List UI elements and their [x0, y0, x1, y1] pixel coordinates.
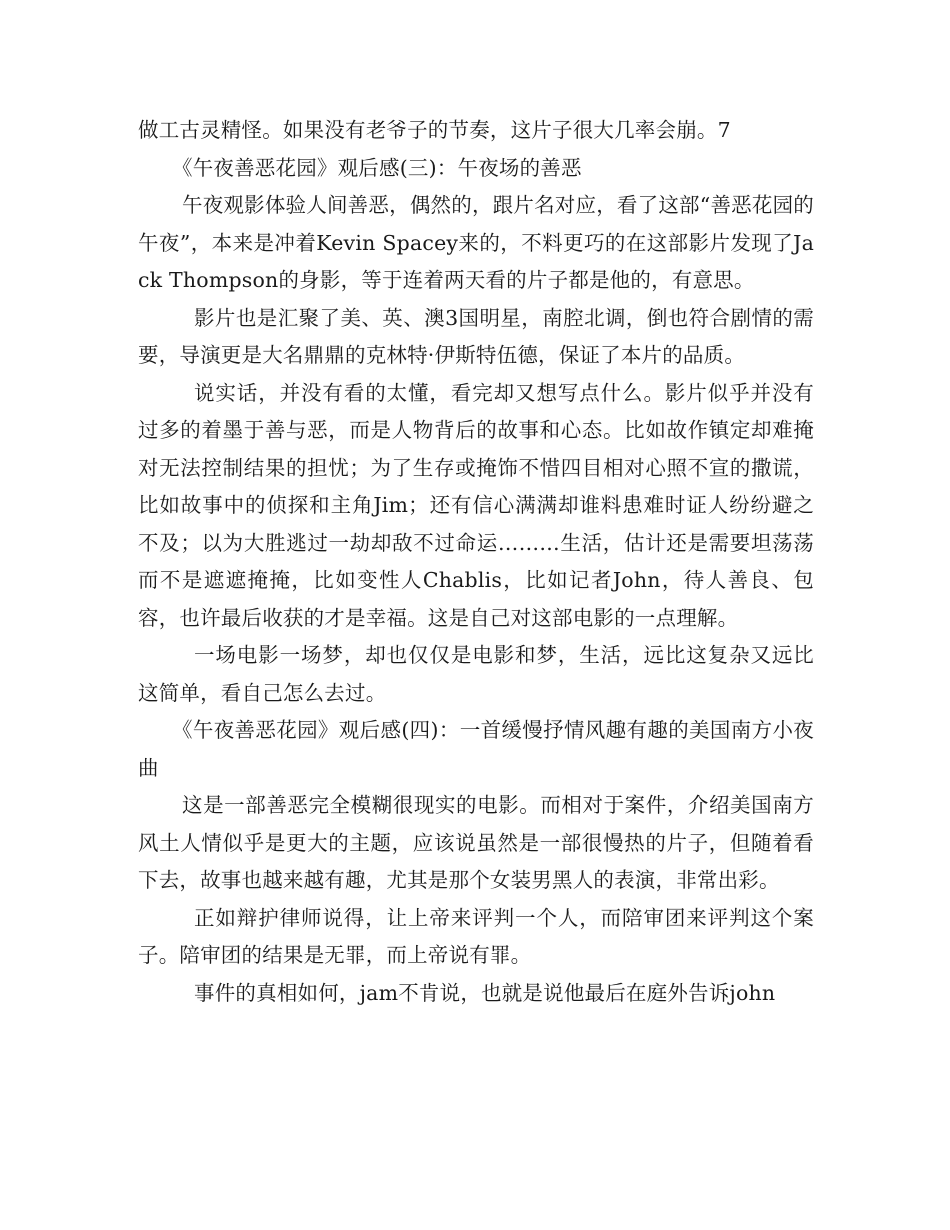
document-page — [138, 112, 814, 1012]
section-heading-three: 《午夜善恶花园》观后感(三)：午夜场的善恶 — [172, 155, 582, 180]
paragraph: 正如辩护律师说得，让上帝来评判一个人，而陪审团来评判这个案子。陪审团的结果是无罪，而上帝说有罪。 — [138, 905, 814, 967]
section-heading-four: 《午夜善恶花园》观后感(四)：一首缓慢抒情风趣有趣的美国南方小夜曲 — [138, 718, 814, 780]
paragraph: 这是一部善恶完全模糊很现实的电影。而相对于案件，介绍美国南方风土人情似乎是更大的主题，应该说虽然是一部很慢热的片子，但随着看下去，故事也越来越有趣，尤其是那个女装男黑人的表演，非常出彩。 — [138, 793, 814, 892]
paragraph: 说实话，并没有看的太懂，看完却又想写点什么。影片似乎并没有过多的着墨于善与恶，而是人物背后的故事和心态。比如故作镇定却难掩对无法控制结果的担忧；为了生存或掩饰不惜四目相对心照不宣的撒谎，比如故事中的侦探和主角Jim；还有信心满满却谁料患难时证人纷纷避之不及；以为大胜逃过一劫却敌不过命运………生活，估计还是需要坦荡荡而不是遮遮掩掩，比如变性人Chablis，比如记者John，待人善良、包容，也许最后收获的才是幸福。这是自己对这部电影的一点理解。 — [138, 380, 814, 630]
paragraph: 一场电影一场梦，却也仅仅是电影和梦，生活，远比这复杂又远比这简单，看自己怎么去过。 — [138, 643, 814, 705]
paragraph: 午夜观影体验人间善恶，偶然的，跟片名对应，看了这部“善恶花园的午夜”，本来是冲着Kevin Spacey来的，不料更巧的在这部影片发现了Jack Thompson的身影，等于连着两天看的片子都是他的，有意思。 — [138, 193, 814, 292]
paragraph: 影片也是汇聚了美、英、澳3国明星，南腔北调，倒也符合剧情的需要，导演更是大名鼎鼎的克林特·伊斯特伍德，保证了本片的品质。 — [138, 305, 814, 367]
paragraph-continuation: 做工古灵精怪。如果没有老爷子的节奏，这片子很大几率会崩。7 — [138, 118, 731, 142]
paragraph: 事件的真相如何，jam不肯说，也就是说他最后在庭外告诉john — [194, 980, 776, 1005]
